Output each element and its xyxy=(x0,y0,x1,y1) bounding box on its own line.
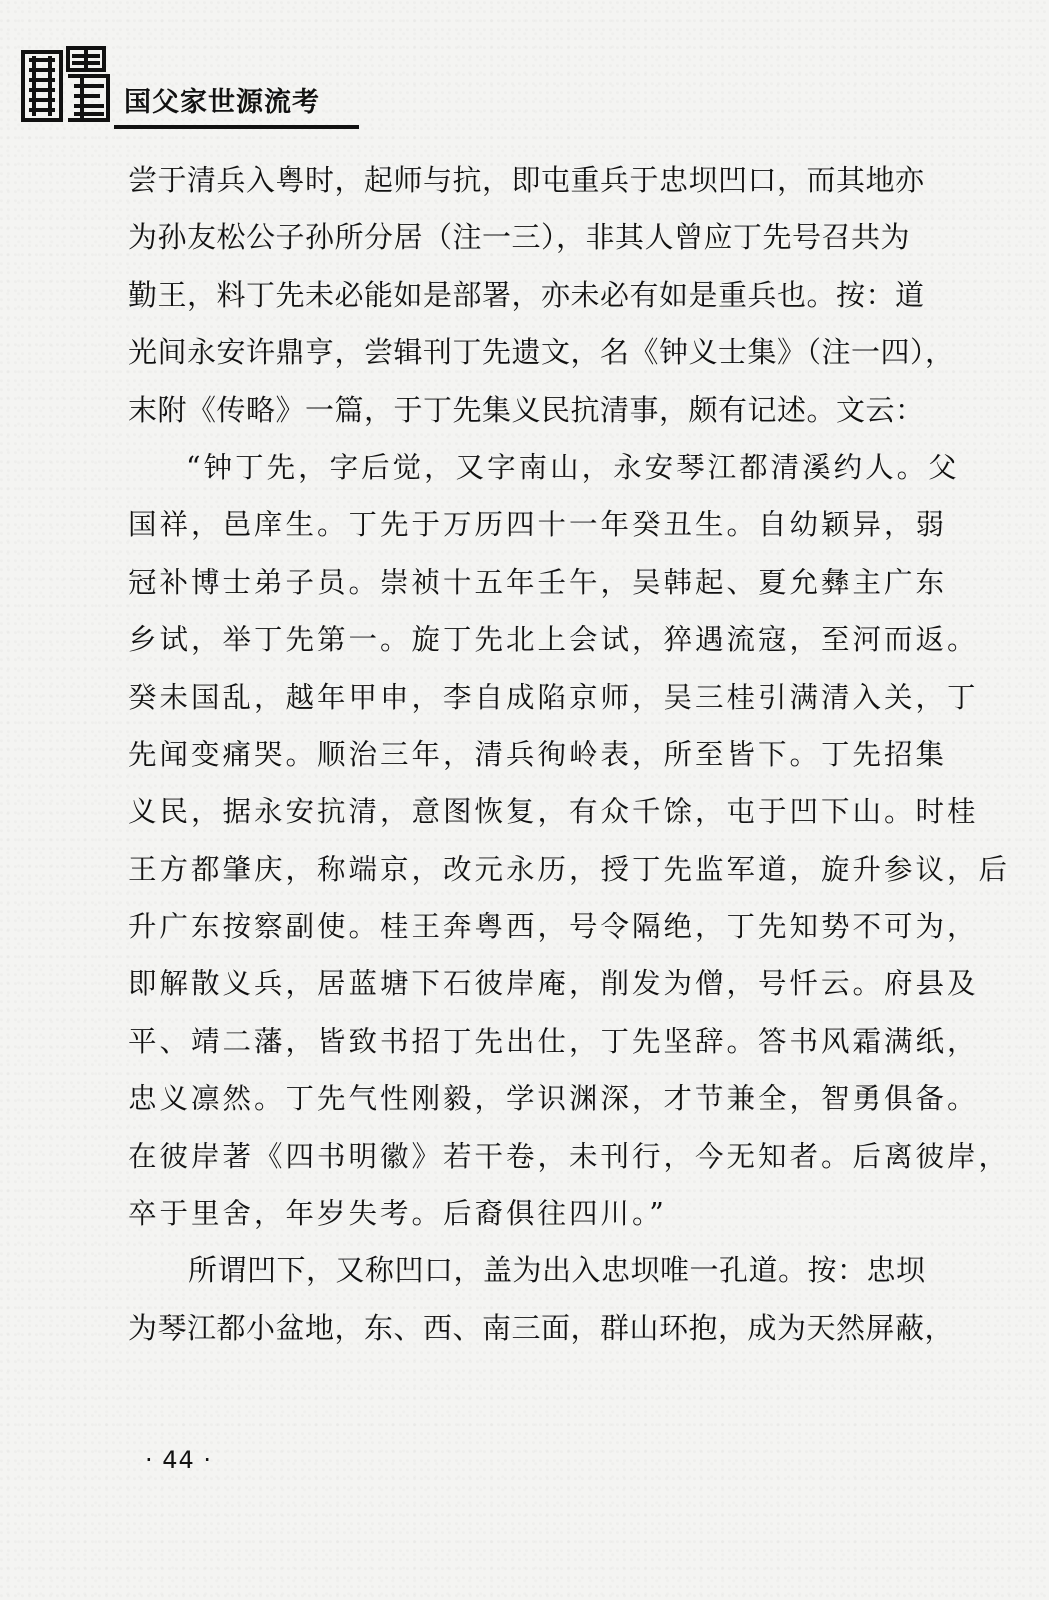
quote-line: 王方都肇庆，称端京，改元永历，授丁先监军道，旋升参议，后 xyxy=(128,852,1011,886)
quote-line: 卒于里舍，年岁失考。后裔俱往四川。” xyxy=(128,1197,667,1231)
text-line: 为琴江都小盆地，东、西、南三面，群山环抱，成为天然屏蔽， xyxy=(128,1310,955,1345)
body-text xyxy=(128,152,1011,1357)
quote-line: 即解散义兵，居蓝塘下石彼岸庵，削发为僧，号忏云。府县及 xyxy=(128,967,979,1001)
quote-line: 国祥，邑庠生。丁先于万历四十一年癸丑生。自幼颖异，弱 xyxy=(128,508,948,542)
quote-line: 义民，据永安抗清，意图恢复，有众千馀，屯于凹下山。时桂 xyxy=(128,795,979,829)
quote-line: 癸未国乱，越年甲申，李自成陷京师，吴三桂引满清入关，丁 xyxy=(128,680,979,714)
series-seal-logo-icon xyxy=(20,44,112,126)
quote-line: 在彼岸著《四书明徽》若干卷，未刊行，今无知者。后离彼岸， xyxy=(128,1139,1011,1173)
text-line: 光间永安许鼎亨，尝辑刊丁先遗文，名《钟义士集》（注一四）， xyxy=(128,335,955,370)
page-number: · 44 · xyxy=(145,1446,213,1474)
text-line: 勤王，料丁先未必能如是部署，亦未必有如是重兵也。按：道 xyxy=(128,277,925,312)
quote-line: 忠义凛然。丁先气性刚毅，学识渊深，才节兼全，智勇俱备。 xyxy=(128,1082,979,1116)
quote-line: 平、靖二藩，皆致书招丁先出仕，丁先坚辞。答书风霜满纸， xyxy=(128,1024,979,1058)
quote-line: 冠补博士弟子员。崇祯十五年壬午，吴韩起、夏允彝主广东 xyxy=(128,565,948,599)
header-divider xyxy=(114,125,359,129)
text-line: 所谓凹下，又称凹口，盖为出入忠坝唯一孔道。按：忠坝 xyxy=(188,1253,926,1288)
quote-line: 乡试，举丁先第一。旋丁先北上会试，猝遇流寇，至河而返。 xyxy=(128,623,979,657)
running-header-title: 国父家世源流考 xyxy=(124,87,320,118)
text-line: 尝于清兵入粤时，起师与抗，即屯重兵于忠坝凹口，而其地亦 xyxy=(128,163,925,197)
text-line: 末附《传略》一篇，于丁先集义民抗清事，颇有记述。文云： xyxy=(128,392,925,427)
quote-line: 先闻变痛哭。顺治三年，清兵徇岭表，所至皆下。丁先招集 xyxy=(128,737,948,771)
quote-line: “钟丁先，字后觉，又字南山，永安琴江都清溪约人。父 xyxy=(186,450,960,484)
quote-line: 升广东按察副使。桂王奔粤西，号令隔绝，丁先知势不可为， xyxy=(128,910,979,944)
text-line: 为孙友松公子孙所分居（注一三），非其人曾应丁先号召共为 xyxy=(128,220,911,255)
